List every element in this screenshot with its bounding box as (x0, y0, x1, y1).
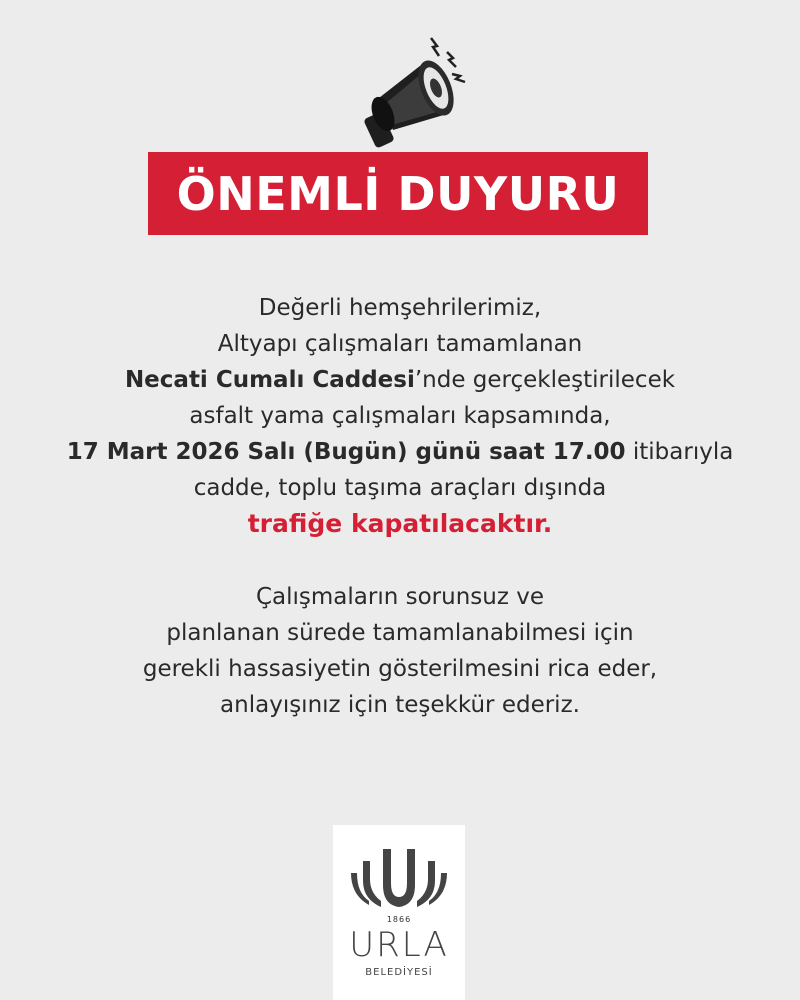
announcement-text (0, 290, 800, 723)
logo-year: 1866 (386, 915, 412, 924)
text-line: Değerli hemşehrilerimiz, (258, 295, 542, 321)
text-line: anlayışınız için teşekkür ederiz. (220, 692, 580, 718)
megaphone-icon (335, 28, 475, 160)
text-line: gerekli hassasiyetin gösterilmesini rica eder, (142, 656, 658, 682)
text-line: planlanan sürede tamamlanabilmesi için (166, 620, 634, 646)
date-time: 17 Mart 2026 Salı (Bugün) günü saat 17.00 (66, 439, 626, 465)
text-line: cadde, toplu taşıma araçları dışında (193, 475, 607, 501)
logo-name: URLA (349, 925, 449, 965)
text-fragment: itibarıyla (625, 439, 734, 465)
text-line: asfalt yama çalışmaları kapsamında, (189, 403, 611, 429)
text-line (0, 434, 800, 470)
highlight-text: trafiğe kapatılacaktır. (247, 509, 553, 538)
logo-subtitle: BELEDİYESİ (365, 967, 433, 978)
title-banner (148, 152, 648, 235)
municipality-logo (333, 825, 465, 1000)
logo-mark-icon (333, 825, 465, 917)
text-line: Altyapı çalışmaları tamamlanan (217, 331, 583, 357)
street-name: Necati Cumalı Caddesi (124, 367, 415, 393)
text-fragment: ’nde gerçekleştirilecek (414, 367, 676, 393)
text-line (0, 506, 800, 543)
page-title: ÖNEMLİ DUYURU (176, 166, 620, 221)
text-line (0, 362, 800, 398)
text-line: Çalışmaların sorunsuz ve (255, 584, 544, 610)
